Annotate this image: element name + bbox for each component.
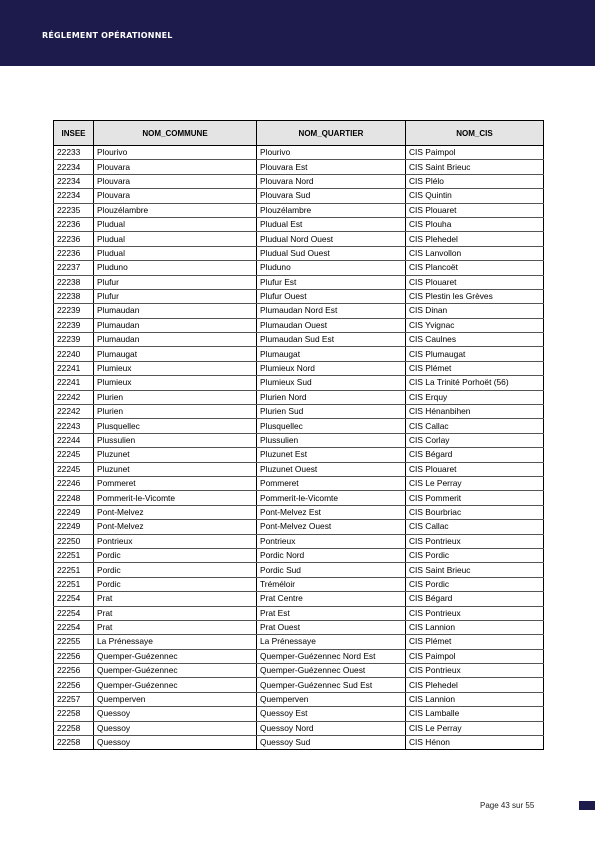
table-row [54, 289, 544, 303]
cell-insee: 22236 [54, 217, 94, 231]
table-row [54, 361, 544, 375]
table-row [54, 160, 544, 174]
cell-nom-quartier: Plufur Ouest [257, 289, 406, 303]
cell-nom-cis: CIS Plouaret [406, 462, 544, 476]
cell-nom-commune: Prat [94, 592, 257, 606]
table-row [54, 189, 544, 203]
cell-nom-quartier: Prat Centre [257, 592, 406, 606]
cell-nom-cis: CIS Corlay [406, 433, 544, 447]
cell-insee: 22239 [54, 333, 94, 347]
header-band [0, 0, 595, 66]
cell-insee: 22245 [54, 462, 94, 476]
cell-nom-commune: Pludual [94, 232, 257, 246]
cell-insee: 22254 [54, 592, 94, 606]
cell-nom-quartier: Prat Est [257, 606, 406, 620]
table-row [54, 606, 544, 620]
cell-nom-quartier: Pluzunet Est [257, 448, 406, 462]
cell-nom-quartier: Plusquellec [257, 419, 406, 433]
cell-nom-quartier: Pluduno [257, 261, 406, 275]
table-row [54, 563, 544, 577]
cell-insee: 22254 [54, 606, 94, 620]
column-header-nom-cis: NOM_CIS [406, 121, 544, 146]
cell-nom-quartier: Plurien Sud [257, 405, 406, 419]
table-row [54, 275, 544, 289]
column-header-nom-quartier: NOM_QUARTIER [257, 121, 406, 146]
cell-nom-commune: Plourivo [94, 146, 257, 160]
cell-nom-commune: Plumaudan [94, 304, 257, 318]
table-row [54, 347, 544, 361]
cell-nom-cis: CIS Yvignac [406, 318, 544, 332]
cell-nom-commune: La Prénessaye [94, 635, 257, 649]
cell-nom-cis: CIS Plouha [406, 217, 544, 231]
cell-nom-quartier: Plurien Nord [257, 390, 406, 404]
cell-nom-cis: CIS Pordic [406, 577, 544, 591]
cell-nom-cis: CIS Plumaugat [406, 347, 544, 361]
cell-nom-commune: Plumaudan [94, 333, 257, 347]
cell-nom-commune: Pludual [94, 217, 257, 231]
cell-nom-cis: CIS Bourbriac [406, 505, 544, 519]
table-row [54, 520, 544, 534]
cell-nom-quartier: Quemperven [257, 692, 406, 706]
cell-nom-quartier: Quemper-Guézennec Ouest [257, 664, 406, 678]
table-row [54, 333, 544, 347]
cell-insee: 22257 [54, 692, 94, 706]
cell-insee: 22237 [54, 261, 94, 275]
cell-nom-commune: Pont-Melvez [94, 520, 257, 534]
table-row [54, 376, 544, 390]
cell-nom-quartier: Plumieux Sud [257, 376, 406, 390]
cell-nom-commune: Plouzélambre [94, 203, 257, 217]
cell-nom-cis: CIS Plémet [406, 361, 544, 375]
cell-nom-cis: CIS Caulnes [406, 333, 544, 347]
cell-insee: 22239 [54, 318, 94, 332]
cell-nom-quartier: Quemper-Guézennec Sud Est [257, 678, 406, 692]
cell-insee: 22241 [54, 361, 94, 375]
cell-nom-commune: Pluduno [94, 261, 257, 275]
table-row [54, 232, 544, 246]
cell-nom-cis: CIS Erquy [406, 390, 544, 404]
cell-nom-commune: Pommerit-le-Vicomte [94, 491, 257, 505]
table-row [54, 678, 544, 692]
cell-nom-cis: CIS Saint Brieuc [406, 160, 544, 174]
cell-nom-cis: CIS Plehedel [406, 232, 544, 246]
cell-insee: 22235 [54, 203, 94, 217]
cell-nom-quartier: Plumaudan Sud Est [257, 333, 406, 347]
cell-nom-quartier: Plourivo [257, 146, 406, 160]
cell-nom-cis: CIS Saint Brieuc [406, 563, 544, 577]
table-row [54, 707, 544, 721]
cell-nom-commune: Plumaugat [94, 347, 257, 361]
column-header-nom-commune: NOM_COMMUNE [94, 121, 257, 146]
cell-nom-quartier: Quessoy Est [257, 707, 406, 721]
cell-nom-commune: Pludual [94, 246, 257, 260]
cell-insee: 22242 [54, 405, 94, 419]
cell-insee: 22258 [54, 707, 94, 721]
cell-insee: 22245 [54, 448, 94, 462]
cell-nom-commune: Plurien [94, 390, 257, 404]
cell-nom-commune: Quessoy [94, 736, 257, 750]
table-row [54, 146, 544, 160]
cell-insee: 22239 [54, 304, 94, 318]
cell-insee: 22251 [54, 548, 94, 562]
cell-insee: 22242 [54, 390, 94, 404]
table-row [54, 261, 544, 275]
cell-nom-commune: Plumaudan [94, 318, 257, 332]
table-row [54, 620, 544, 634]
cell-insee: 22238 [54, 275, 94, 289]
table-row [54, 491, 544, 505]
cell-nom-cis: CIS Plestin les Grèves [406, 289, 544, 303]
cell-nom-cis: CIS Quintin [406, 189, 544, 203]
cell-nom-quartier: Pludual Sud Ouest [257, 246, 406, 260]
cell-nom-commune: Pont-Melvez [94, 505, 257, 519]
cell-nom-quartier: Quemper-Guézennec Nord Est [257, 649, 406, 663]
cell-nom-commune: Plumieux [94, 376, 257, 390]
table-row [54, 462, 544, 476]
cell-nom-cis: CIS Pontrieux [406, 664, 544, 678]
cell-nom-commune: Plouvara [94, 189, 257, 203]
cell-nom-commune: Quemper-Guézennec [94, 664, 257, 678]
cell-nom-cis: CIS Dinan [406, 304, 544, 318]
cell-insee: 22258 [54, 736, 94, 750]
cell-nom-quartier: Plouvara Nord [257, 174, 406, 188]
cell-nom-quartier: Pont-Melvez Ouest [257, 520, 406, 534]
cell-nom-commune: Plufur [94, 289, 257, 303]
cell-nom-commune: Plufur [94, 275, 257, 289]
table-row [54, 505, 544, 519]
table-row [54, 448, 544, 462]
cell-nom-cis: CIS Pordic [406, 548, 544, 562]
table-row [54, 203, 544, 217]
cell-nom-cis: CIS Lannion [406, 692, 544, 706]
cell-nom-quartier: Pont-Melvez Est [257, 505, 406, 519]
cell-nom-quartier: Plussulien [257, 433, 406, 447]
cell-nom-quartier: Plumieux Nord [257, 361, 406, 375]
cell-nom-quartier: Plumaudan Ouest [257, 318, 406, 332]
cell-nom-quartier: Pontrieux [257, 534, 406, 548]
cell-nom-commune: Prat [94, 620, 257, 634]
cell-nom-cis: CIS Paimpol [406, 146, 544, 160]
cell-nom-cis: CIS Plémet [406, 635, 544, 649]
cell-nom-quartier: Prat Ouest [257, 620, 406, 634]
cell-nom-cis: CIS Le Perray [406, 721, 544, 735]
cell-nom-quartier: Pludual Est [257, 217, 406, 231]
cell-nom-quartier: Pommeret [257, 476, 406, 490]
cell-nom-commune: Quessoy [94, 707, 257, 721]
cell-nom-cis: CIS Hénon [406, 736, 544, 750]
cell-nom-commune: Pordic [94, 563, 257, 577]
cell-nom-commune: Plussulien [94, 433, 257, 447]
table-row [54, 736, 544, 750]
cell-nom-commune: Prat [94, 606, 257, 620]
cell-nom-cis: CIS Plehedel [406, 678, 544, 692]
table-header-row [54, 121, 544, 146]
cell-nom-quartier: La Prénessaye [257, 635, 406, 649]
cell-insee: 22251 [54, 563, 94, 577]
cell-nom-cis: CIS Pontrieux [406, 606, 544, 620]
cell-insee: 22246 [54, 476, 94, 490]
table-row [54, 419, 544, 433]
cell-nom-commune: Pluzunet [94, 462, 257, 476]
cell-nom-quartier: Quessoy Nord [257, 721, 406, 735]
cell-nom-commune: Pontrieux [94, 534, 257, 548]
commune-table [53, 120, 544, 750]
table-row [54, 390, 544, 404]
table-body [54, 146, 544, 750]
cell-nom-cis: CIS Plouaret [406, 203, 544, 217]
cell-nom-quartier: Tréméloir [257, 577, 406, 591]
cell-nom-cis: CIS Pontrieux [406, 534, 544, 548]
table-row [54, 318, 544, 332]
cell-nom-cis: CIS Lamballe [406, 707, 544, 721]
cell-insee: 22234 [54, 189, 94, 203]
cell-nom-quartier: Pordic Sud [257, 563, 406, 577]
cell-insee: 22258 [54, 721, 94, 735]
table-row [54, 174, 544, 188]
table-row [54, 577, 544, 591]
table-row [54, 476, 544, 490]
cell-nom-quartier: Pluzunet Ouest [257, 462, 406, 476]
cell-insee: 22241 [54, 376, 94, 390]
table-row [54, 405, 544, 419]
column-header-insee: INSEE [54, 121, 94, 146]
cell-nom-cis: CIS Hénanbihen [406, 405, 544, 419]
cell-nom-cis: CIS Lannion [406, 620, 544, 634]
table-row [54, 433, 544, 447]
cell-insee: 22249 [54, 505, 94, 519]
cell-nom-cis: CIS Callac [406, 419, 544, 433]
cell-nom-quartier: Quessoy Sud [257, 736, 406, 750]
cell-nom-commune: Quemperven [94, 692, 257, 706]
table-row [54, 548, 544, 562]
table-row [54, 635, 544, 649]
cell-insee: 22254 [54, 620, 94, 634]
cell-nom-quartier: Pommerit-le-Vicomte [257, 491, 406, 505]
cell-insee: 22236 [54, 246, 94, 260]
cell-nom-commune: Plurien [94, 405, 257, 419]
cell-nom-quartier: Plumaudan Nord Est [257, 304, 406, 318]
cell-nom-cis: CIS La Trinité Porhoët (56) [406, 376, 544, 390]
cell-insee: 22256 [54, 678, 94, 692]
cell-nom-quartier: Plouvara Sud [257, 189, 406, 203]
table-row [54, 721, 544, 735]
cell-nom-cis: CIS Plélo [406, 174, 544, 188]
table-row [54, 304, 544, 318]
cell-nom-commune: Plusquellec [94, 419, 257, 433]
cell-insee: 22234 [54, 174, 94, 188]
cell-insee: 22255 [54, 635, 94, 649]
table-row [54, 692, 544, 706]
header-title: RÉGLEMENT OPÉRATIONNEL [42, 31, 173, 40]
cell-nom-quartier: Plumaugat [257, 347, 406, 361]
table-row [54, 217, 544, 231]
page-number: Page 43 sur 55 [480, 801, 535, 810]
cell-nom-cis: CIS Le Perray [406, 476, 544, 490]
cell-nom-cis: CIS Bégard [406, 448, 544, 462]
cell-nom-cis: CIS Lanvollon [406, 246, 544, 260]
cell-nom-commune: Pommeret [94, 476, 257, 490]
cell-insee: 22240 [54, 347, 94, 361]
cell-nom-cis: CIS Pommerit [406, 491, 544, 505]
cell-insee: 22236 [54, 232, 94, 246]
cell-insee: 22256 [54, 664, 94, 678]
cell-nom-cis: CIS Plouaret [406, 275, 544, 289]
cell-nom-cis: CIS Paimpol [406, 649, 544, 663]
table-row [54, 534, 544, 548]
cell-insee: 22238 [54, 289, 94, 303]
cell-nom-commune: Pluzunet [94, 448, 257, 462]
footer-accent-mark [579, 801, 595, 810]
cell-insee: 22256 [54, 649, 94, 663]
cell-nom-commune: Quessoy [94, 721, 257, 735]
table-row [54, 592, 544, 606]
cell-nom-cis: CIS Bégard [406, 592, 544, 606]
cell-nom-cis: CIS Plancoët [406, 261, 544, 275]
cell-insee: 22243 [54, 419, 94, 433]
cell-insee: 22234 [54, 160, 94, 174]
cell-nom-commune: Quemper-Guézennec [94, 678, 257, 692]
cell-nom-quartier: Pludual Nord Ouest [257, 232, 406, 246]
cell-insee: 22250 [54, 534, 94, 548]
cell-insee: 22251 [54, 577, 94, 591]
cell-nom-cis: CIS Callac [406, 520, 544, 534]
cell-insee: 22249 [54, 520, 94, 534]
cell-nom-quartier: Pordic Nord [257, 548, 406, 562]
cell-nom-commune: Plouvara [94, 174, 257, 188]
table-row [54, 246, 544, 260]
cell-insee: 22248 [54, 491, 94, 505]
cell-insee: 22233 [54, 146, 94, 160]
cell-nom-commune: Plumieux [94, 361, 257, 375]
cell-insee: 22244 [54, 433, 94, 447]
cell-nom-commune: Plouvara [94, 160, 257, 174]
cell-nom-commune: Quemper-Guézennec [94, 649, 257, 663]
cell-nom-commune: Pordic [94, 577, 257, 591]
cell-nom-quartier: Plouzélambre [257, 203, 406, 217]
table-row [54, 649, 544, 663]
cell-nom-quartier: Plufur Est [257, 275, 406, 289]
cell-nom-quartier: Plouvara Est [257, 160, 406, 174]
table-row [54, 664, 544, 678]
cell-nom-commune: Pordic [94, 548, 257, 562]
